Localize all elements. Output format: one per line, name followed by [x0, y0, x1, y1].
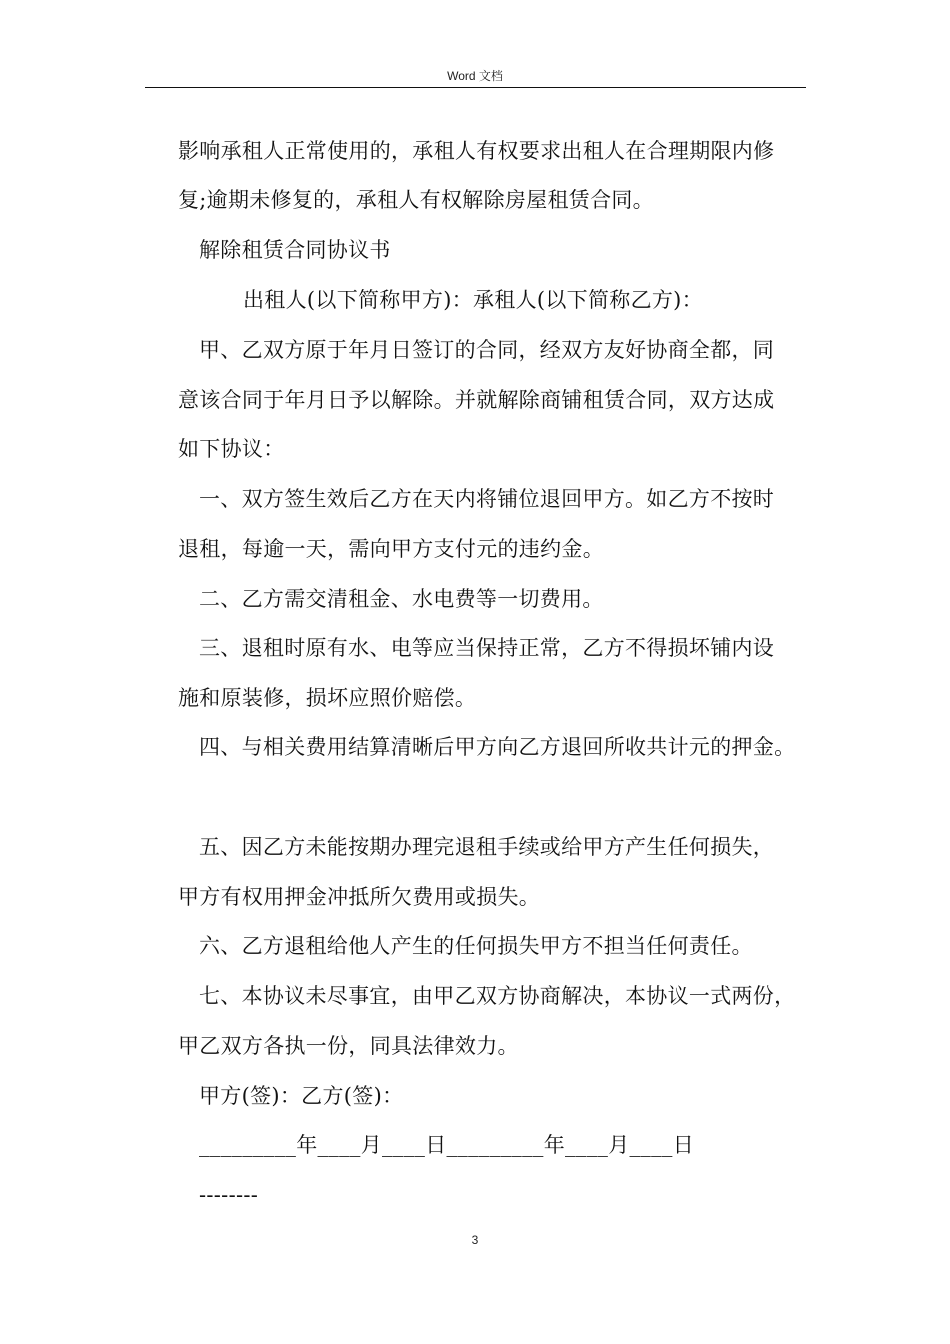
- header-title: Word 文档: [447, 69, 503, 83]
- body-line: 退租，每逾一天，需向甲方支付元的违约金。: [178, 537, 604, 561]
- signature-line: 甲方(签)：乙方(签)：: [199, 1084, 404, 1108]
- body-line: 如下协议：: [178, 437, 285, 461]
- body-line: 甲乙双方各执一份，同具法律效力。: [178, 1034, 519, 1058]
- header-divider: [145, 87, 806, 88]
- body-line: 甲、乙双方原于年月日签订的合同，经双方友好协商全都，同: [199, 338, 775, 362]
- body-line: 三、退租时原有水、电等应当保持正常，乙方不得损坏铺内设: [199, 636, 775, 660]
- body-line: 影响承租人正常使用的，承租人有权要求出租人在合理期限内修: [178, 139, 775, 163]
- body-line: 六、乙方退租给他人产生的任何损失甲方不担当任何责任。: [199, 934, 753, 958]
- page-number: 3: [471, 1233, 479, 1247]
- date-line: _________年____月____日_________年____月____日: [199, 1133, 694, 1157]
- body-line: 四、与相关费用结算清晰后甲方向乙方退回所收共计元的押金。: [199, 735, 796, 759]
- body-line: 复;逾期未修复的，承租人有权解除房屋租赁合同。: [178, 188, 654, 212]
- body-line: 二、乙方需交清租金、水电费等一切费用。: [199, 587, 604, 611]
- body-line: 出租人(以下简称甲方)：承租人(以下简称乙方)：: [243, 288, 703, 312]
- body-line: 七、本协议未尽事宜，由甲乙双方协商解决，本协议一式两份，: [199, 984, 796, 1008]
- body-line: 施和原装修，损坏应照价赔偿。: [178, 686, 477, 710]
- body-line: 甲方有权用押金冲抵所欠费用或损失。: [178, 885, 541, 909]
- body-line: 意该合同于年月日予以解除。并就解除商铺租赁合同，双方达成: [178, 388, 775, 412]
- body-line: 解除租赁合同协议书: [199, 238, 391, 262]
- body-line: 一、双方签生效后乙方在天内将铺位退回甲方。如乙方不按时: [199, 487, 775, 511]
- body-line: 五、因乙方未能按期办理完退租手续或给甲方产生任何损失，: [199, 835, 775, 859]
- separator-line: --------: [199, 1183, 259, 1207]
